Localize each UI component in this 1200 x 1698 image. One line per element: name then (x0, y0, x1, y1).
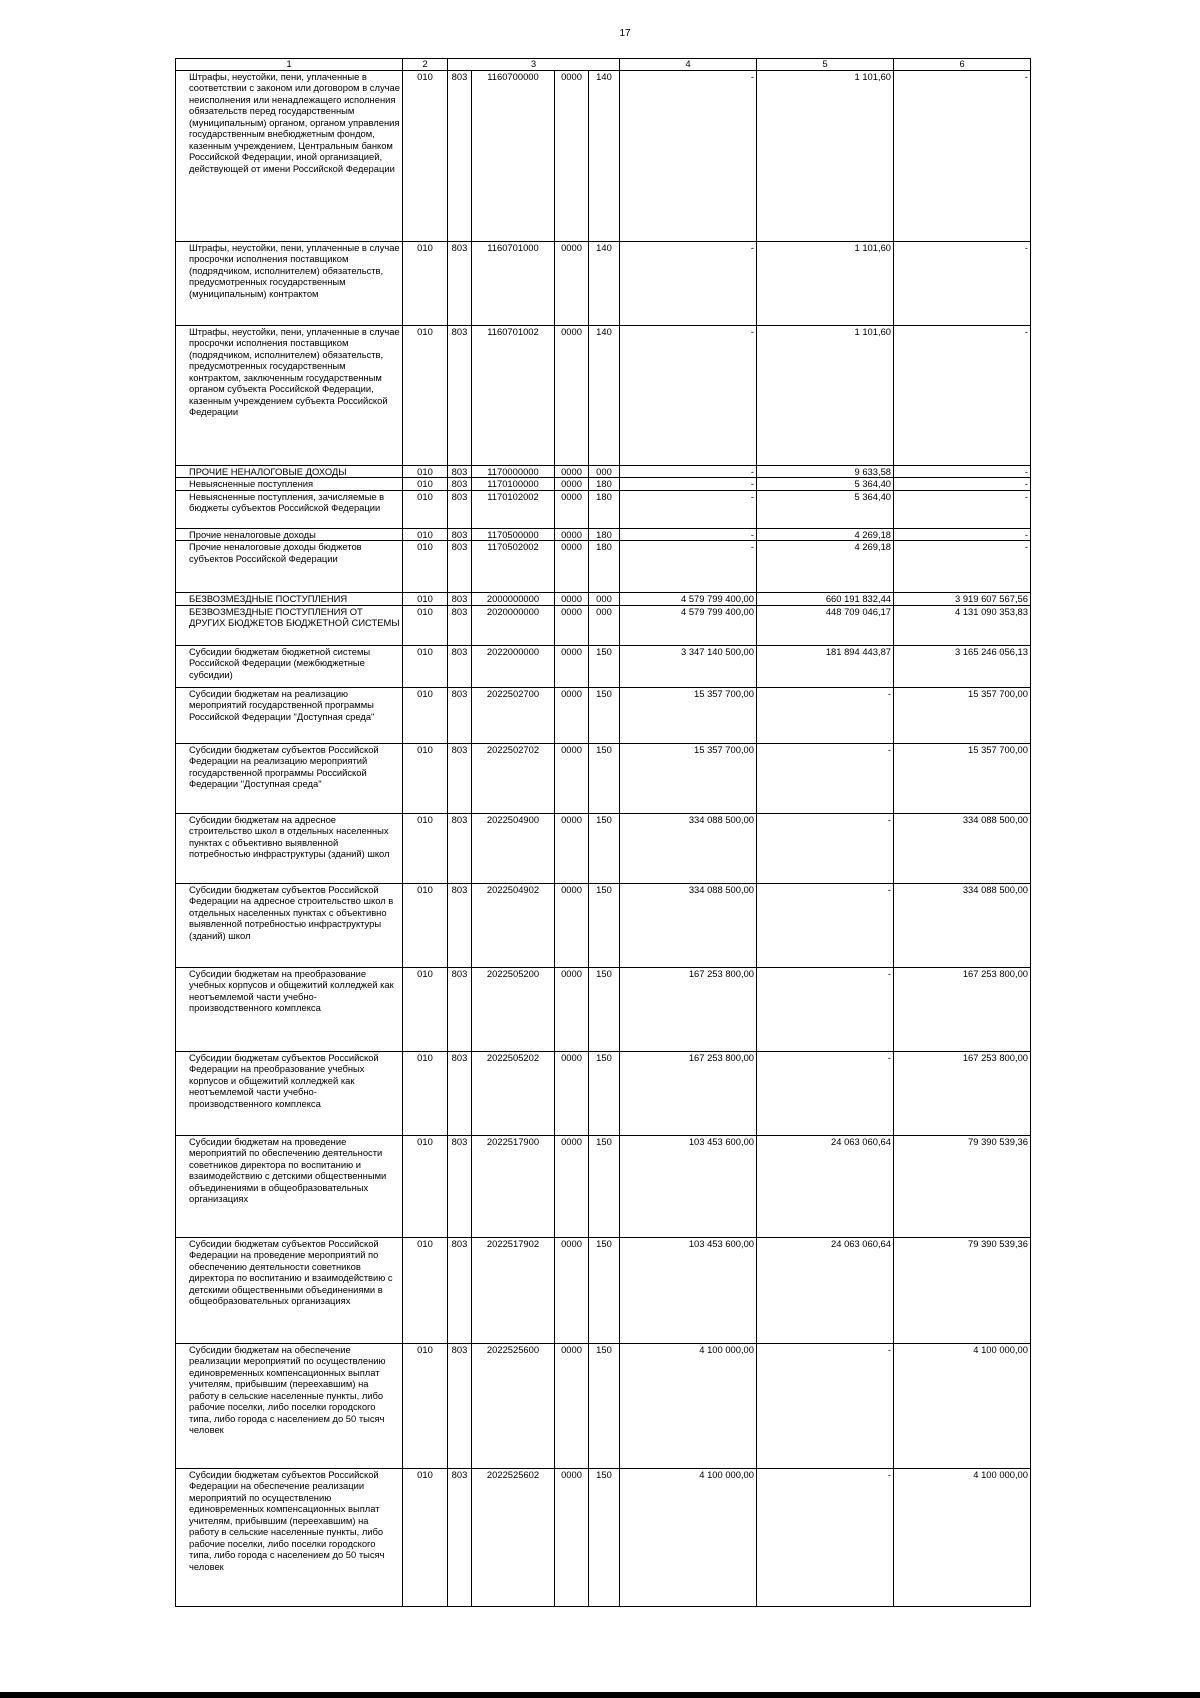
executed-amount: 24 063 060,64 (757, 1135, 894, 1237)
table-row (176, 326, 1031, 466)
budget-report-table (175, 58, 1031, 1607)
row-code-3: 2022502700 (472, 687, 555, 743)
row-name: Прочие неналоговые доходы бюджетов субъектов Российской Федерации (176, 541, 403, 593)
row-code-2: 803 (448, 687, 472, 743)
row-code-1: 010 (403, 967, 448, 1051)
row-code-1: 010 (403, 478, 448, 490)
row-code-2: 803 (448, 1135, 472, 1237)
scan-border (0, 1692, 1200, 1698)
unexecuted-amount: 334 088 500,00 (894, 883, 1031, 967)
row-code-3: 1170100000 (472, 478, 555, 490)
row-name: Невыясненные поступления (176, 478, 403, 490)
row-code-3: 2022505202 (472, 1051, 555, 1135)
row-code-2: 803 (448, 813, 472, 883)
table-row (176, 1135, 1031, 1237)
row-code-4: 0000 (555, 528, 589, 540)
row-code-2: 803 (448, 1343, 472, 1468)
row-code-3: 2022504902 (472, 883, 555, 967)
row-code-2: 803 (448, 1051, 472, 1135)
approved-amount: 103 453 600,00 (620, 1135, 757, 1237)
row-code-1: 010 (403, 541, 448, 593)
row-code-4: 0000 (555, 743, 589, 813)
executed-amount: 181 894 443,87 (757, 645, 894, 687)
column-number-header: 6 (894, 59, 1031, 71)
executed-amount: - (757, 1343, 894, 1468)
unexecuted-amount: 167 253 800,00 (894, 1051, 1031, 1135)
table-row (176, 687, 1031, 743)
row-code-4: 0000 (555, 478, 589, 490)
row-code-5: 140 (589, 242, 620, 326)
executed-amount: 1 101,60 (757, 71, 894, 242)
approved-amount: - (620, 242, 757, 326)
row-code-5: 150 (589, 1051, 620, 1135)
row-code-3: 1170500000 (472, 528, 555, 540)
unexecuted-amount: - (894, 466, 1031, 478)
approved-amount: - (620, 528, 757, 540)
column-number-header-row (176, 59, 1031, 71)
executed-amount: 5 364,40 (757, 490, 894, 528)
row-code-4: 0000 (555, 645, 589, 687)
unexecuted-amount: 15 357 700,00 (894, 687, 1031, 743)
unexecuted-amount: 3 919 607 567,56 (894, 593, 1031, 605)
column-number-header: 2 (403, 59, 448, 71)
executed-amount: - (757, 1468, 894, 1606)
table-row (176, 605, 1031, 645)
row-code-3: 2020000000 (472, 605, 555, 645)
row-code-3: 2022525600 (472, 1343, 555, 1468)
column-number-header: 1 (176, 59, 403, 71)
executed-amount: 5 364,40 (757, 478, 894, 490)
unexecuted-amount: - (894, 242, 1031, 326)
row-name: Субсидии бюджетам субъектов Российской Федерации на преобразование учебных корпусов и общежитий колледжей как неотъемлемой части учебно-производственного комплекса (176, 1051, 403, 1135)
page-number: 17 (619, 28, 631, 39)
row-code-2: 803 (448, 883, 472, 967)
row-code-4: 0000 (555, 71, 589, 242)
row-code-4: 0000 (555, 490, 589, 528)
row-code-1: 010 (403, 528, 448, 540)
row-name: Прочие неналоговые доходы (176, 528, 403, 540)
row-code-5: 180 (589, 478, 620, 490)
row-name: Субсидии бюджетам бюджетной системы Российской Федерации (межбюджетные субсидии) (176, 645, 403, 687)
column-number-header: 5 (757, 59, 894, 71)
row-name: Штрафы, неустойки, пени, уплаченные в соответствии с законом или договором в случае неисполнения или ненадлежащего исполнения обязательств перед государственным (муниципальным) органом, органом управления государственным внебюджетным фондом, казенным учреждением, Центральным банком Российской Федерации, иной организацией, действующей от имени Российской Федерации (176, 71, 403, 242)
row-code-4: 0000 (555, 1051, 589, 1135)
executed-amount: - (757, 1051, 894, 1135)
row-code-1: 010 (403, 605, 448, 645)
table-row (176, 490, 1031, 528)
row-code-2: 803 (448, 478, 472, 490)
table-row (176, 883, 1031, 967)
executed-amount: - (757, 743, 894, 813)
row-code-2: 803 (448, 326, 472, 466)
unexecuted-amount: - (894, 541, 1031, 593)
approved-amount: 334 088 500,00 (620, 813, 757, 883)
approved-amount: 4 579 799 400,00 (620, 605, 757, 645)
executed-amount: 448 709 046,17 (757, 605, 894, 645)
row-code-2: 803 (448, 605, 472, 645)
row-code-5: 000 (589, 605, 620, 645)
row-name: Штрафы, неустойки, пени, уплаченные в случае просрочки исполнения поставщиком (подрядчиком, исполнителем) обязательств, предусмотренных государственным контрактом, заключенным государственным органом субъекта Российской Федерации, казенным учреждением субъекта Российской Федерации (176, 326, 403, 466)
unexecuted-amount: 3 165 246 056,13 (894, 645, 1031, 687)
row-code-1: 010 (403, 1468, 448, 1606)
row-code-3: 2022517902 (472, 1237, 555, 1343)
row-code-2: 803 (448, 242, 472, 326)
table-row (176, 466, 1031, 478)
unexecuted-amount: 4 100 000,00 (894, 1468, 1031, 1606)
row-code-4: 0000 (555, 687, 589, 743)
table-row (176, 528, 1031, 540)
table-row (176, 541, 1031, 593)
table-row (176, 478, 1031, 490)
approved-amount: - (620, 71, 757, 242)
row-name: Субсидии бюджетам субъектов Российской Федерации на обеспечение реализации мероприятий по осуществлению единовременных компенсационных выплат учителям, прибывшим (переехавшим) на работу в сельские населенные пункты, либо рабочие поселки, либо поселки городского типа, либо города с населением до 50 тысяч человек (176, 1468, 403, 1606)
row-code-3: 1160701002 (472, 326, 555, 466)
row-code-4: 0000 (555, 1468, 589, 1606)
row-code-4: 0000 (555, 466, 589, 478)
row-code-5: 180 (589, 528, 620, 540)
table-row (176, 71, 1031, 242)
row-name: Штрафы, неустойки, пени, уплаченные в случае просрочки исполнения поставщиком (подрядчиком, исполнителем) обязательств, предусмотренных государственным (муниципальным) контрактом (176, 242, 403, 326)
table-row (176, 967, 1031, 1051)
approved-amount: 4 579 799 400,00 (620, 593, 757, 605)
row-name: Субсидии бюджетам субъектов Российской Федерации на адресное строительство школ в отдельных населенных пунктах с объективно выявленной потребностью инфраструктуры (зданий) школ (176, 883, 403, 967)
row-code-3: 2022502702 (472, 743, 555, 813)
executed-amount: - (757, 883, 894, 967)
unexecuted-amount: 167 253 800,00 (894, 967, 1031, 1051)
unexecuted-amount: 79 390 539,36 (894, 1135, 1031, 1237)
approved-amount: - (620, 466, 757, 478)
row-code-3: 1160700000 (472, 71, 555, 242)
row-code-5: 150 (589, 743, 620, 813)
row-code-2: 803 (448, 1237, 472, 1343)
approved-amount: 4 100 000,00 (620, 1468, 757, 1606)
row-name: Субсидии бюджетам субъектов Российской Федерации на проведение мероприятий по обеспечению деятельности советников директора по воспитанию и взаимодействию с детскими общественными объединениями в общеобразовательных организациях (176, 1237, 403, 1343)
table-row (176, 242, 1031, 326)
row-code-2: 803 (448, 1468, 472, 1606)
row-code-4: 0000 (555, 242, 589, 326)
row-code-5: 150 (589, 645, 620, 687)
executed-amount: 1 101,60 (757, 242, 894, 326)
unexecuted-amount: 15 357 700,00 (894, 743, 1031, 813)
row-code-4: 0000 (555, 967, 589, 1051)
row-name: Субсидии бюджетам на реализацию мероприятий государственной программы Российской Федерации "Доступная среда" (176, 687, 403, 743)
executed-amount: 4 269,18 (757, 528, 894, 540)
column-number-header: 3 (448, 59, 620, 71)
unexecuted-amount: - (894, 490, 1031, 528)
table-row (176, 813, 1031, 883)
row-code-5: 150 (589, 967, 620, 1051)
row-code-3: 1170502002 (472, 541, 555, 593)
row-code-4: 0000 (555, 541, 589, 593)
unexecuted-amount: 334 088 500,00 (894, 813, 1031, 883)
row-code-1: 010 (403, 883, 448, 967)
row-code-1: 010 (403, 645, 448, 687)
row-code-4: 0000 (555, 326, 589, 466)
row-code-4: 0000 (555, 1237, 589, 1343)
row-name: Субсидии бюджетам на преобразование учебных корпусов и общежитий колледжей как неотъемлемой части учебно-производственного комплекса (176, 967, 403, 1051)
row-code-5: 180 (589, 490, 620, 528)
executed-amount: 1 101,60 (757, 326, 894, 466)
row-code-1: 010 (403, 1051, 448, 1135)
row-code-5: 000 (589, 593, 620, 605)
row-code-2: 803 (448, 967, 472, 1051)
row-code-3: 2022505200 (472, 967, 555, 1051)
row-code-3: 2022525602 (472, 1468, 555, 1606)
row-code-1: 010 (403, 326, 448, 466)
unexecuted-amount: - (894, 528, 1031, 540)
row-code-2: 803 (448, 71, 472, 242)
approved-amount: 167 253 800,00 (620, 967, 757, 1051)
row-name: ПРОЧИЕ НЕНАЛОГОВЫЕ ДОХОДЫ (176, 466, 403, 478)
row-code-4: 0000 (555, 1135, 589, 1237)
unexecuted-amount: 79 390 539,36 (894, 1237, 1031, 1343)
row-name: Невыясненные поступления, зачисляемые в бюджеты субъектов Российской Федерации (176, 490, 403, 528)
row-code-5: 000 (589, 466, 620, 478)
table-row (176, 1468, 1031, 1606)
approved-amount: 15 357 700,00 (620, 687, 757, 743)
executed-amount: - (757, 967, 894, 1051)
approved-amount: 15 357 700,00 (620, 743, 757, 813)
row-code-4: 0000 (555, 883, 589, 967)
row-code-2: 803 (448, 466, 472, 478)
row-name: Субсидии бюджетам на обеспечение реализации мероприятий по осуществлению единовременных компенсационных выплат учителям, прибывшим (переехавшим) на работу в сельские населенные пункты, либо рабочие поселки, либо поселки городского типа, либо города с населением до 50 тысяч человек (176, 1343, 403, 1468)
row-code-4: 0000 (555, 1343, 589, 1468)
row-code-1: 010 (403, 687, 448, 743)
row-code-1: 010 (403, 71, 448, 242)
executed-amount: 24 063 060,64 (757, 1237, 894, 1343)
executed-amount: 4 269,18 (757, 541, 894, 593)
approved-amount: - (620, 490, 757, 528)
unexecuted-amount: - (894, 478, 1031, 490)
row-name: Субсидии бюджетам субъектов Российской Федерации на реализацию мероприятий государственной программы Российской Федерации "Доступная среда" (176, 743, 403, 813)
row-code-5: 150 (589, 883, 620, 967)
row-name: БЕЗВОЗМЕЗДНЫЕ ПОСТУПЛЕНИЯ (176, 593, 403, 605)
table-row (176, 1237, 1031, 1343)
unexecuted-amount: - (894, 71, 1031, 242)
row-code-1: 010 (403, 593, 448, 605)
row-name: БЕЗВОЗМЕЗДНЫЕ ПОСТУПЛЕНИЯ ОТ ДРУГИХ БЮДЖЕТОВ БЮДЖЕТНОЙ СИСТЕМЫ (176, 605, 403, 645)
table-row (176, 593, 1031, 605)
row-code-2: 803 (448, 645, 472, 687)
row-code-1: 010 (403, 1237, 448, 1343)
row-code-2: 803 (448, 541, 472, 593)
row-code-1: 010 (403, 743, 448, 813)
executed-amount: - (757, 687, 894, 743)
approved-amount: 167 253 800,00 (620, 1051, 757, 1135)
row-code-5: 140 (589, 71, 620, 242)
table-row (176, 645, 1031, 687)
row-code-2: 803 (448, 528, 472, 540)
row-code-4: 0000 (555, 605, 589, 645)
unexecuted-amount: 4 100 000,00 (894, 1343, 1031, 1468)
row-code-1: 010 (403, 1135, 448, 1237)
executed-amount: 9 633,58 (757, 466, 894, 478)
row-code-3: 1170102002 (472, 490, 555, 528)
row-code-2: 803 (448, 593, 472, 605)
row-code-5: 140 (589, 326, 620, 466)
approved-amount: 103 453 600,00 (620, 1237, 757, 1343)
row-code-5: 150 (589, 1343, 620, 1468)
table-row (176, 1051, 1031, 1135)
unexecuted-amount: 4 131 090 353,83 (894, 605, 1031, 645)
row-code-1: 010 (403, 490, 448, 528)
approved-amount: 3 347 140 500,00 (620, 645, 757, 687)
row-code-5: 180 (589, 541, 620, 593)
unexecuted-amount: - (894, 326, 1031, 466)
row-code-5: 150 (589, 1135, 620, 1237)
row-code-4: 0000 (555, 593, 589, 605)
row-code-2: 803 (448, 743, 472, 813)
row-code-1: 010 (403, 242, 448, 326)
table-row (176, 1343, 1031, 1468)
approved-amount: - (620, 326, 757, 466)
row-code-4: 0000 (555, 813, 589, 883)
row-code-3: 2022504900 (472, 813, 555, 883)
table-row (176, 743, 1031, 813)
executed-amount: 660 191 832,44 (757, 593, 894, 605)
row-code-5: 150 (589, 1237, 620, 1343)
row-code-5: 150 (589, 813, 620, 883)
approved-amount: - (620, 541, 757, 593)
executed-amount: - (757, 813, 894, 883)
row-code-3: 1170000000 (472, 466, 555, 478)
row-code-1: 010 (403, 813, 448, 883)
row-name: Субсидии бюджетам на адресное строительство школ в отдельных населенных пунктах с объективно выявленной потребностью инфраструктуры (зданий) школ (176, 813, 403, 883)
row-code-3: 1160701000 (472, 242, 555, 326)
row-code-3: 2000000000 (472, 593, 555, 605)
row-code-5: 150 (589, 1468, 620, 1606)
approved-amount: 4 100 000,00 (620, 1343, 757, 1468)
approved-amount: - (620, 478, 757, 490)
row-code-5: 150 (589, 687, 620, 743)
column-number-header: 4 (620, 59, 757, 71)
row-code-3: 2022517900 (472, 1135, 555, 1237)
row-code-1: 010 (403, 1343, 448, 1468)
row-code-2: 803 (448, 490, 472, 528)
row-name: Субсидии бюджетам на проведение мероприятий по обеспечению деятельности советников директора по воспитанию и взаимодействию с детскими общественными объединениями в общеобразовательных организациях (176, 1135, 403, 1237)
approved-amount: 334 088 500,00 (620, 883, 757, 967)
row-code-1: 010 (403, 466, 448, 478)
row-code-3: 2022000000 (472, 645, 555, 687)
